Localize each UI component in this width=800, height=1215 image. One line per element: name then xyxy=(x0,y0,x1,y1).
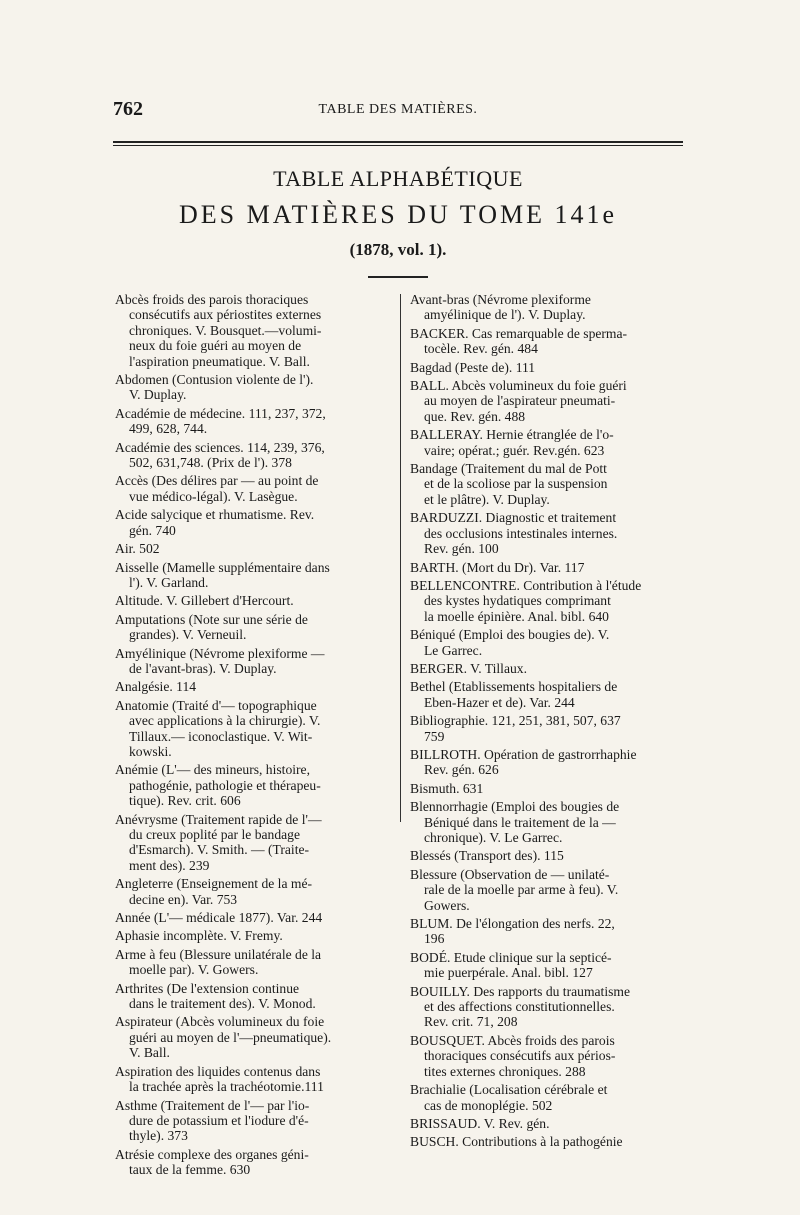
index-entry-line: BILLROTH. Opération de gastrorrhaphie xyxy=(410,746,637,762)
index-entry-line: thoraciques consécutifs aux périos- xyxy=(424,1048,616,1064)
index-entry-line: Bagdad (Peste de). 111 xyxy=(410,359,536,375)
index-entry-line: Brachialie (Localisation cérébrale et xyxy=(410,1082,608,1098)
index-entry xyxy=(410,1082,686,1113)
index-entry xyxy=(115,593,390,608)
index-entry-line: Aisselle (Mamelle supplémentaire dans xyxy=(115,559,330,575)
index-entry xyxy=(410,747,686,778)
index-entry xyxy=(115,1014,390,1060)
index-entry-line: BOUSQUET. Abcès froids des parois xyxy=(410,1032,615,1048)
index-entry xyxy=(115,541,390,556)
index-entry-line: Rev. gén. 626 xyxy=(424,762,499,778)
title-line-2: DES MATIÈRES DU TOME 141e xyxy=(178,200,618,229)
index-entry xyxy=(410,984,686,1030)
index-entry-line: des kystes hydatiques comprimant xyxy=(424,593,611,609)
index-entry-line: taux de la femme. 630 xyxy=(129,1162,251,1178)
index-entry xyxy=(115,679,390,694)
index-entry-line: Abdomen (Contusion violente de l'). xyxy=(115,372,314,388)
index-entry xyxy=(115,507,390,538)
index-entry-line: V. Ball. xyxy=(129,1045,170,1061)
index-entry xyxy=(115,406,390,437)
index-entry-line: d'Esmarch). V. Smith. — (Traite- xyxy=(129,842,310,858)
index-entry-line: Abcès froids des parois thoraciques xyxy=(115,292,309,307)
index-entry-line: et le plâtre). V. Duplay. xyxy=(424,491,550,507)
index-entry xyxy=(410,1134,686,1149)
index-entry-line: Académie des sciences. 114, 239, 376, xyxy=(115,439,325,455)
index-entry xyxy=(115,372,390,403)
index-entry-line: Bandage (Traitement du mal de Pott xyxy=(410,461,607,477)
index-entry-line: rale de la moelle par arme à feu). V. xyxy=(424,882,619,898)
index-entry-line: Rev. crit. 71, 208 xyxy=(424,1014,518,1030)
index-entry xyxy=(115,910,390,925)
index-entry-line: BARDUZZI. Diagnostic et traitement xyxy=(410,510,617,526)
index-entry-line: Arthrites (De l'extension continue xyxy=(115,980,300,996)
index-entry-line: BOUILLY. Des rapports du traumatisme xyxy=(410,983,631,999)
index-entry xyxy=(115,1098,390,1144)
index-entry-line: la trachée après la trachéotomie.111 xyxy=(129,1079,324,1095)
index-entry xyxy=(115,812,390,874)
index-entry xyxy=(410,461,686,507)
index-entry-line: Aspirateur (Abcès volumineux du foie xyxy=(115,1014,325,1030)
index-column-left xyxy=(115,292,390,1181)
index-entry-line: Anatomie (Traité d'— topographique xyxy=(115,697,317,713)
index-entry-line: Bethel (Etablissements hospitaliers de xyxy=(410,679,618,695)
index-entry-line: Tillaux.— iconoclastique. V. Wit- xyxy=(129,728,313,744)
index-entry-line: gén. 740 xyxy=(129,522,176,538)
index-column-right xyxy=(410,292,686,1153)
index-entry-line: Amyélinique (Névrome plexiforme — xyxy=(115,645,325,661)
index-entry xyxy=(410,916,686,947)
index-entry-line: Atrésie complexe des organes géni- xyxy=(115,1146,309,1162)
index-entry xyxy=(410,848,686,863)
index-entry-line: Le Garrec. xyxy=(424,642,483,658)
index-entry xyxy=(410,781,686,796)
index-entry-line: V. Duplay. xyxy=(129,387,187,403)
index-entry-line: Anévrysme (Traitement rapide de l'— xyxy=(115,811,322,827)
index-entry xyxy=(410,560,686,575)
index-entry-line: des occlusions intestinales internes. xyxy=(424,525,618,541)
index-entry-line: BLUM. De l'élongation des nerfs. 22, xyxy=(410,916,615,932)
index-entry-line: Angleterre (Enseignement de la mé- xyxy=(115,876,313,892)
index-entry xyxy=(115,612,390,643)
index-entry-line: tique). Rev. crit. 606 xyxy=(129,793,241,809)
index-entry-line: Béniqué (Emploi des bougies de). V. xyxy=(410,627,610,643)
index-entry-line: tocèle. Rev. gén. 484 xyxy=(424,341,538,357)
index-entry xyxy=(410,1033,686,1079)
index-entry xyxy=(410,950,686,981)
index-entry-line: Académie de médecine. 111, 237, 372, xyxy=(115,405,326,421)
index-entry xyxy=(410,326,686,357)
index-entry-line: grandes). V. Verneuil. xyxy=(129,627,247,643)
index-entry-line: Air. 502 xyxy=(115,541,160,557)
column-divider xyxy=(400,294,401,822)
index-entry-line: et de la scoliose par la suspension xyxy=(424,476,608,492)
index-entry xyxy=(410,427,686,458)
index-entry-line: au moyen de l'aspirateur pneumati- xyxy=(424,393,616,409)
index-entry-line: BUSCH. Contributions à la pathogénie xyxy=(410,1134,623,1150)
index-entry-line: pathogénie, pathologie et thérapeu- xyxy=(129,777,321,793)
index-entry-line: decine en). Var. 753 xyxy=(129,891,238,907)
index-entry xyxy=(410,679,686,710)
index-entry xyxy=(410,799,686,845)
index-entry-line: kowski. xyxy=(129,743,172,759)
index-entry-line: 196 xyxy=(424,931,445,947)
index-entry xyxy=(115,762,390,808)
index-entry-line: moelle par). V. Gowers. xyxy=(129,962,259,978)
index-entry-line: Accès (Des délires par — au point de xyxy=(115,473,319,489)
index-entry xyxy=(115,947,390,978)
index-entry-line: BELLENCONTRE. Contribution à l'étude xyxy=(410,577,642,593)
index-entry-line: BALLERAY. Hernie étranglée de l'o- xyxy=(410,427,614,443)
index-entry-line: BRISSAUD. V. Rev. gén. xyxy=(410,1115,550,1131)
index-entry-line: mie puerpérale. Anal. bibl. 127 xyxy=(424,965,593,981)
index-entry-line: Blessure (Observation de — unilaté- xyxy=(410,866,610,882)
index-entry-line: Arme à feu (Blessure unilatérale de la xyxy=(115,946,322,962)
index-entry-line: BALL. Abcès volumineux du foie guéri xyxy=(410,378,627,394)
running-head: TABLE DES MATIÈRES. xyxy=(318,102,478,117)
index-entry-line: neux du foie guéri au moyen de xyxy=(129,338,302,354)
index-entry-line: BERGER. V. Tillaux. xyxy=(410,660,527,676)
page-header xyxy=(113,98,683,124)
index-entry-line: avec applications à la chirurgie). V. xyxy=(129,713,321,729)
title-line-1: TABLE ALPHABÉTIQUE xyxy=(273,166,523,191)
index-entry-line: et des affections constitutionnelles. xyxy=(424,999,615,1015)
index-entry-line: Eben-Hazer et de). Var. 244 xyxy=(424,694,575,710)
index-entry-line: la moelle épinière. Anal. bibl. 640 xyxy=(424,608,609,624)
title-line-3: (1878, vol. 1). xyxy=(349,240,447,259)
index-entry-line: ment des). 239 xyxy=(129,857,210,873)
index-entry-line: BODÉ. Etude clinique sur la septicé- xyxy=(410,949,612,965)
index-entry xyxy=(115,698,390,760)
index-entry-line: Amputations (Note sur une série de xyxy=(115,611,308,627)
index-entry-line: du creux poplité par le bandage xyxy=(129,827,300,842)
index-entry-line: consécutifs aux périostites externes xyxy=(129,307,322,323)
index-entry xyxy=(115,473,390,504)
index-entry-line: l'). V. Garland. xyxy=(129,574,209,590)
index-entry-line: BARTH. (Mort du Dr). Var. 117 xyxy=(410,559,585,575)
index-entry-line: l'aspiration pneumatique. V. Ball. xyxy=(129,353,310,369)
index-entry-line: Aspiration des liquides contenus dans xyxy=(115,1063,321,1079)
index-entry-line: chronique). V. Le Garrec. xyxy=(424,830,563,845)
index-entry-line: BACKER. Cas remarquable de sperma- xyxy=(410,325,628,341)
index-entry xyxy=(410,510,686,556)
index-entry xyxy=(115,1147,390,1178)
index-entry-line: Année (L'— médicale 1877). Var. 244 xyxy=(115,910,323,926)
index-entry xyxy=(115,1064,390,1095)
index-entry xyxy=(410,1116,686,1131)
index-entry xyxy=(410,867,686,913)
index-entry-line: vaire; opérat.; guér. Rev.gén. 623 xyxy=(424,442,605,458)
index-entry-line: Béniqué dans le traitement de la — xyxy=(424,814,616,830)
header-rule-thick xyxy=(113,141,683,143)
index-entry-line: cas de monoplégie. 502 xyxy=(424,1097,553,1113)
index-entry xyxy=(410,661,686,676)
index-entry-line: Analgésie. 114 xyxy=(115,679,197,695)
index-entry-line: dans le traitement des). V. Monod. xyxy=(129,996,316,1012)
index-entry-line: Blessés (Transport des). 115 xyxy=(410,848,564,864)
index-entry-line: de l'avant-bras). V. Duplay. xyxy=(129,660,277,676)
index-entry-line: thyle). 373 xyxy=(129,1128,188,1144)
index-entry-line: Asthme (Traitement de l'— par l'io- xyxy=(115,1097,310,1113)
index-entry xyxy=(115,981,390,1012)
index-entry-line: tites externes chroniques. 288 xyxy=(424,1063,586,1079)
index-entry-line: guéri au moyen de l'—pneumatique). xyxy=(129,1029,332,1045)
index-entry-line: que. Rev. gén. 488 xyxy=(424,408,526,424)
index-entry-line: amyélinique de l'). V. Duplay. xyxy=(424,307,586,323)
header-rule-thin xyxy=(113,145,683,146)
index-entry-line: dure de potassium et l'iodure d'é- xyxy=(129,1112,309,1128)
index-entry-line: 499, 628, 744. xyxy=(129,421,208,437)
index-entry xyxy=(115,440,390,471)
index-entry-line: Avant-bras (Névrome plexiforme xyxy=(410,292,591,307)
index-entry xyxy=(410,360,686,375)
index-entry xyxy=(115,928,390,943)
index-entry-line: chroniques. V. Bousquet.—volumi- xyxy=(129,322,322,338)
index-entry-line: 759 xyxy=(424,728,445,744)
title-rule xyxy=(368,276,428,278)
index-entry xyxy=(410,627,686,658)
index-entry-line: Gowers. xyxy=(424,897,470,913)
index-entry xyxy=(410,713,686,744)
index-entry xyxy=(115,292,390,369)
page-number: 762 xyxy=(113,98,143,120)
index-entry-line: Altitude. V. Gillebert d'Hercourt. xyxy=(115,593,294,609)
index-entry xyxy=(410,378,686,424)
index-entry xyxy=(115,646,390,677)
index-entry-line: Rev. gén. 100 xyxy=(424,541,499,557)
index-entry-line: vue médico-légal). V. Lasègue. xyxy=(129,488,298,504)
index-entry-line: Bismuth. 631 xyxy=(410,780,484,796)
index-entry-line: 502, 631,748. (Prix de l'). 378 xyxy=(129,455,292,471)
index-entry-line: Bibliographie. 121, 251, 381, 507, 637 xyxy=(410,713,621,729)
index-entry-line: Aphasie incomplète. V. Fremy. xyxy=(115,928,283,944)
index-entry xyxy=(410,578,686,624)
index-entry-line: Anémie (L'— des mineurs, histoire, xyxy=(115,762,310,778)
index-entry xyxy=(115,560,390,591)
index-entry xyxy=(410,292,686,323)
index-entry-line: Blennorrhagie (Emploi des bougies de xyxy=(410,799,620,815)
index-entry-line: Acide salycique et rhumatisme. Rev. xyxy=(115,507,315,523)
index-entry xyxy=(115,876,390,907)
